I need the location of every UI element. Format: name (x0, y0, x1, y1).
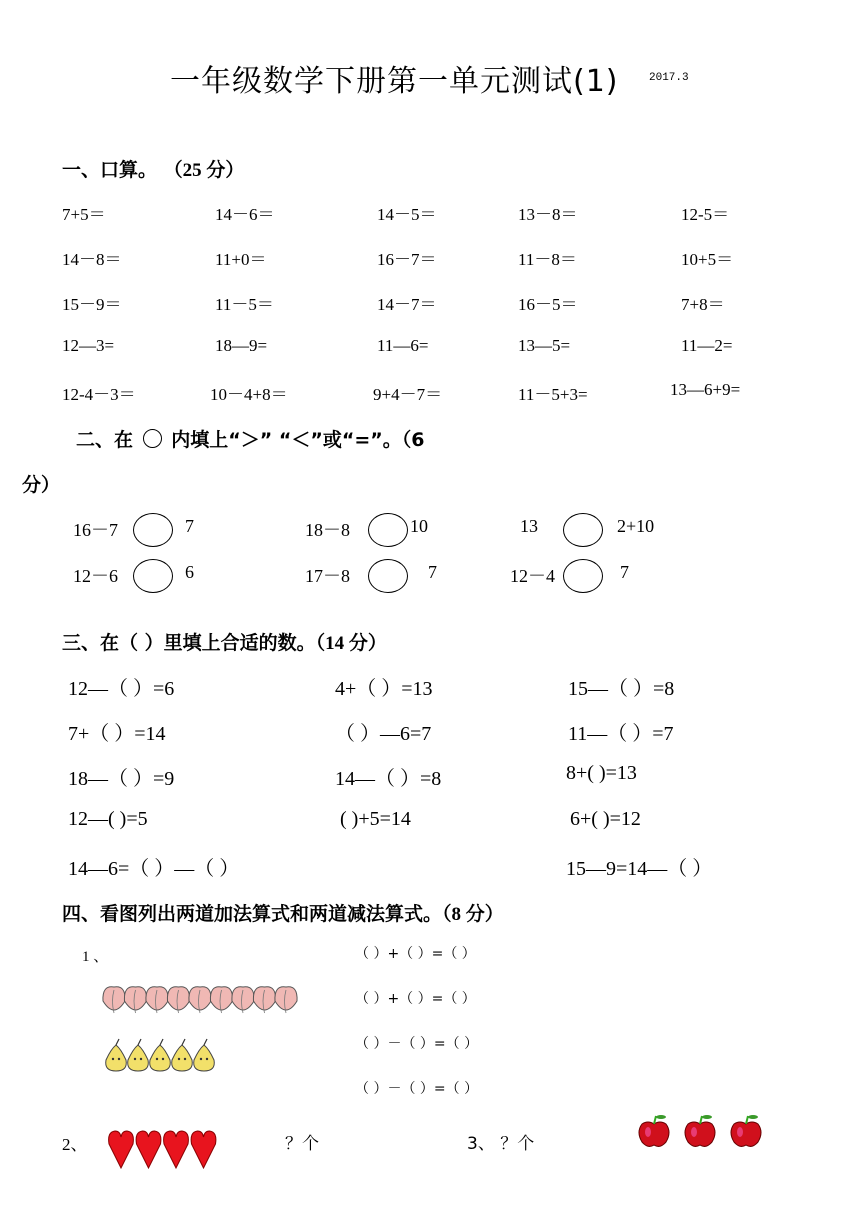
compare-left: 16－7 (73, 520, 118, 540)
equation-template: （ ）－（ ）=（ ） (355, 1081, 479, 1097)
section3-heading: 三、在（ ）里填上合适的数。（14 分） (62, 632, 387, 654)
equation-template: （ ）+（ ）=（ ） (355, 991, 476, 1007)
peach-icon (146, 987, 168, 1013)
fruit-picture-svg (100, 965, 305, 1080)
question2-unknown: ？个 (285, 1134, 319, 1154)
compare-left: 18－8 (305, 520, 350, 540)
fill-blank-item: ( )+5=14 (340, 808, 411, 830)
oral-calc-item: 13—5= (518, 336, 571, 355)
peach-icon (124, 987, 146, 1013)
pear-icon (194, 1039, 215, 1071)
fill-blank-item: 14—6=（ ）—（ ） (68, 858, 240, 880)
oral-calc-item: 12-5＝ (681, 205, 730, 224)
pear-icon (172, 1039, 193, 1071)
oral-calc-item: 11－5+3= (518, 385, 588, 404)
pear-icon (150, 1039, 171, 1071)
apple-icon (685, 1115, 715, 1146)
oral-calc-item: 13－8＝ (518, 205, 578, 224)
fill-blank-item: 18—（ ）=9 (68, 768, 175, 790)
oral-calc-item: 9+4－7＝ (373, 385, 443, 404)
oral-calc-item: 7+8＝ (681, 295, 725, 314)
oral-calc-item: 11—2= (681, 336, 733, 355)
apple-icon (639, 1115, 669, 1146)
oral-calc-item: 14－5＝ (377, 205, 437, 224)
hearts-picture (105, 1128, 220, 1170)
oral-calc-item: 11+0＝ (215, 250, 267, 269)
answer-circle[interactable] (133, 513, 173, 547)
oral-calc-item: 10－4+8＝ (210, 385, 288, 404)
apple-icon (731, 1115, 761, 1146)
compare-right: 7 (185, 516, 194, 536)
answer-circle[interactable] (368, 559, 408, 593)
fill-blank-item: 6+( )=12 (570, 808, 641, 830)
heart-icon (109, 1131, 134, 1168)
oral-calc-item: 14－6＝ (215, 205, 275, 224)
compare-right: 2+10 (617, 516, 655, 536)
oral-calc-item: 11—6= (377, 336, 429, 355)
oral-calc-item: 14－8＝ (62, 250, 122, 269)
equation-template: （ ）+（ ）=（ ） (355, 946, 476, 962)
oral-calc-item: 14－7＝ (377, 295, 437, 314)
circle-symbol-icon (143, 429, 162, 448)
oral-calc-item: 18—9= (215, 336, 268, 355)
peach-icon (253, 987, 275, 1013)
section2-heading-cont: 分） (22, 474, 61, 496)
section1-heading: 一、口算。 （25 分） (62, 159, 245, 181)
fill-blank-item: （ ）—6=7 (335, 723, 432, 745)
question1-label: 1 、 (82, 949, 109, 965)
fill-blank-item: 12—( )=5 (68, 808, 148, 830)
fill-blank-item: 12—（ ）=6 (68, 678, 175, 700)
equation-template: （ ）－（ ）=（ ） (355, 1036, 479, 1052)
oral-calc-item: 12—3= (62, 336, 115, 355)
fill-blank-item: 4+（ ）=13 (335, 678, 433, 700)
oral-calc-item: 11－5＝ (215, 295, 274, 314)
peach-icon (189, 987, 211, 1013)
fill-blank-item: 7+（ ）=14 (68, 723, 166, 745)
compare-left: 13 (520, 516, 538, 536)
apples-picture (634, 1112, 774, 1150)
fill-blank-item: 14—（ ）=8 (335, 768, 442, 790)
compare-right: 10 (410, 516, 428, 536)
peach-icon (167, 987, 189, 1013)
fill-blank-item: 15—（ ）=8 (568, 678, 675, 700)
peach-icon (275, 987, 297, 1013)
section4-heading: 四、看图列出两道加法算式和两道减法算式。（8 分） (62, 903, 504, 925)
answer-circle[interactable] (563, 559, 603, 593)
fruit-picture (100, 965, 305, 1080)
oral-calc-item: 15－9＝ (62, 295, 122, 314)
page-title: 一年级数学下册第一单元测试(1) (170, 64, 619, 99)
answer-circle[interactable] (368, 513, 408, 547)
test-date: 2017.3 (649, 72, 689, 84)
compare-right: 7 (428, 562, 437, 582)
heart-icon (136, 1131, 161, 1168)
fill-blank-item: 8+( )=13 (566, 762, 637, 784)
peach-icon (103, 987, 125, 1013)
oral-calc-item: 13—6+9= (670, 380, 741, 399)
compare-left: 12－4 (510, 566, 555, 586)
compare-left: 12－6 (73, 566, 118, 586)
fill-blank-item: 15—9=14—（ ） (566, 858, 713, 880)
compare-right: 7 (620, 562, 629, 582)
pear-icon (128, 1039, 149, 1071)
compare-left: 17－8 (305, 566, 350, 586)
peach-icon (232, 987, 254, 1013)
section2-heading: 二、在 内填上“＞” “＜”或“=”。（6 (76, 429, 425, 451)
oral-calc-item: 16－5＝ (518, 295, 578, 314)
pear-icon (106, 1039, 127, 1071)
heart-icon (164, 1131, 189, 1168)
question3-label: 3、 ？个 (467, 1134, 535, 1154)
compare-right: 6 (185, 562, 194, 582)
heart-icon (191, 1131, 216, 1168)
fill-blank-item: 11—（ ）=7 (568, 723, 674, 745)
question2-label: 2、 (62, 1135, 88, 1154)
peach-icon (210, 987, 232, 1013)
oral-calc-item: 12-4－3＝ (62, 385, 136, 404)
answer-circle[interactable] (133, 559, 173, 593)
oral-calc-item: 10+5＝ (681, 250, 734, 269)
answer-circle[interactable] (563, 513, 603, 547)
oral-calc-item: 16－7＝ (377, 250, 437, 269)
oral-calc-item: 7+5＝ (62, 205, 106, 224)
oral-calc-item: 11－8＝ (518, 250, 577, 269)
